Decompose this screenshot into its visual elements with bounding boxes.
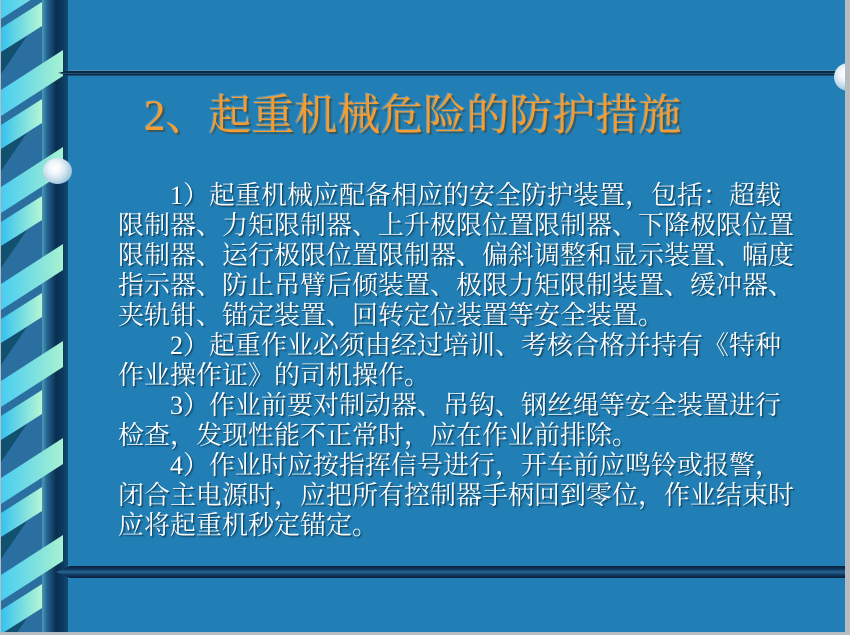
body-text-line: 2）起重作业必须由经过培训、考核合格并持有《特种: [118, 331, 782, 360]
slide-title: 2、起重机械危险的防护措施: [144, 93, 682, 140]
sphere-ornament-left: [43, 158, 72, 184]
body-text-line: 1）起重机械应配备相应的安全防护装置，包括：超载: [118, 181, 782, 210]
body-text-line: 3）作业前要对制动器、吊钩、钢丝绳等安全装置进行: [118, 391, 782, 420]
body-text-line: 检查，发现性能不正常时，应在作业前排除。: [118, 421, 639, 450]
body-text-line: 闭合主电源时，应把所有控制器手柄回到零位，作业结束时: [118, 481, 795, 510]
left-ribbon-decoration: [1, 0, 68, 632]
body-text-line: 限制器、运行极限位置限制器、偏斜调整和显示装置、幅度: [118, 241, 795, 270]
body-text-line: 夹轨钳、锚定装置、回转定位装置等安全装置。: [118, 301, 665, 330]
top-divider-line: [58, 70, 845, 76]
body-text-line: 限制器、力矩限制器、上升极限位置限制器、下降极限位置: [118, 211, 795, 240]
body-text-line: 作业操作证》的司机操作。: [118, 361, 431, 390]
body-text-line: 应将起重机秒定锚定。: [118, 511, 379, 540]
sphere-ornament-right: [834, 63, 845, 91]
body-text-line: 指示器、防止吊臂后倾装置、极限力矩限制装置、缓冲器、: [118, 271, 795, 300]
bottom-divider-bar: [56, 566, 845, 578]
body-text-line: 4）作业时应按指挥信号进行，开车前应鸣铃或报警，: [118, 451, 782, 480]
slide-body-text: [118, 181, 794, 541]
presentation-slide: [1, 0, 845, 632]
